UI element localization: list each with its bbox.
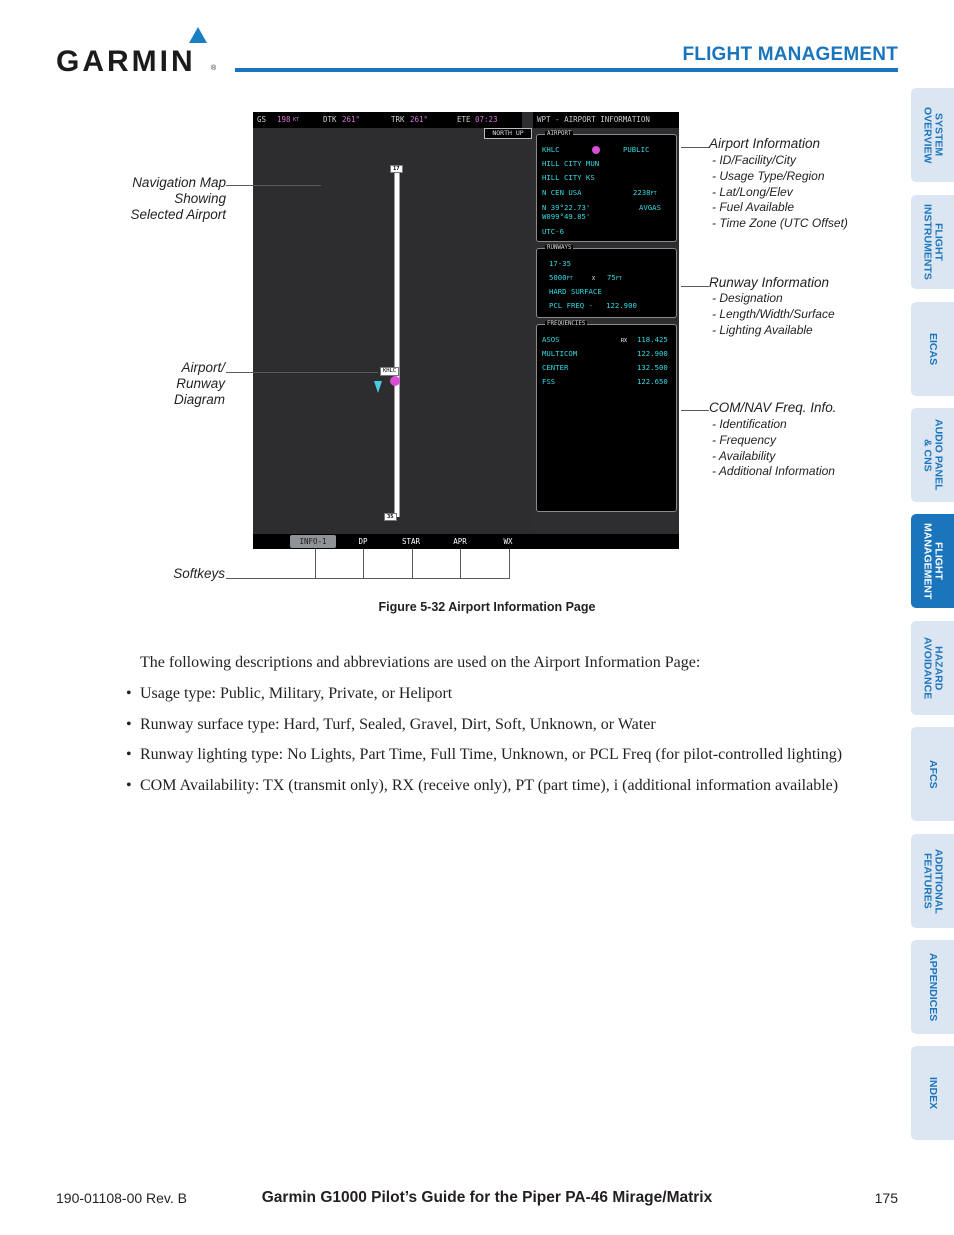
softkey-info-1[interactable]: INFO-1 [290, 535, 336, 548]
navigation-map[interactable] [253, 128, 533, 534]
freq-value: 118.425 [637, 335, 668, 344]
region: N CEN USA [542, 188, 582, 197]
callout-line-runway-info [681, 286, 709, 287]
freq-name: CENTER [542, 363, 569, 372]
callout-item: - Length/Width/Surface [712, 306, 835, 321]
softkey-star[interactable]: STAR [401, 537, 421, 546]
softkey-leader [315, 549, 316, 578]
mfd-screen [253, 112, 679, 549]
softkey-wx[interactable]: WX [503, 537, 513, 546]
runways-box[interactable] [536, 245, 677, 318]
tab-eicas[interactable] [911, 302, 954, 396]
freq-value: 132.500 [637, 363, 668, 372]
frequencies-box[interactable] [536, 321, 677, 512]
trk-label: TRK [391, 115, 405, 124]
city-name: HILL CITY KS [542, 173, 595, 182]
section-title: FLIGHT MANAGEMENT [682, 44, 898, 65]
header-rule [235, 68, 898, 72]
callout-item: - Identification [712, 417, 787, 431]
tab-additional-features[interactable] [911, 834, 954, 928]
map-orientation: NORTH UP [484, 128, 532, 139]
runway-diagram [394, 172, 400, 517]
facility-name: HILL CITY MUN [542, 159, 600, 168]
runway-x: X [592, 276, 596, 282]
callout-item: - Usage Type/Region [712, 168, 825, 183]
ete-label: ETE [457, 115, 471, 124]
figure-caption: Figure 5-32 Airport Information Page [378, 600, 596, 614]
bullet-item: • Runway surface type: Hard, Turf, Sealed, Gravel, Dirt, Soft, Unknown, or Water [126, 714, 870, 736]
airport-box-title: AIRPORT [547, 131, 572, 137]
trk-value: 261° [410, 115, 429, 124]
tab-flight-management[interactable] [911, 514, 954, 608]
longitude: W099°49.85' [542, 212, 591, 221]
gs-label: GS [257, 115, 267, 124]
runway-width: 75 [607, 273, 616, 282]
garmin-logo [56, 27, 221, 78]
callout-nav-map: Navigation Map Showing Selected Airport [130, 175, 226, 222]
fuel-available: AVGAS [639, 203, 661, 212]
tab-hazard-avoidance[interactable] [911, 621, 954, 715]
runway-designation: 17-35 [549, 259, 571, 268]
runway-label-17: 17 [390, 165, 403, 173]
softkey-apr[interactable]: APR [453, 537, 467, 546]
airport-symbol-icon [592, 145, 600, 154]
softkey-dp[interactable]: DP [358, 537, 368, 546]
callout-item: - Time Zone (UTC Offset) [712, 216, 848, 231]
tab-flight-instruments[interactable] [911, 195, 954, 289]
callout-item: - Fuel Available [712, 200, 795, 215]
softkey-leader [460, 549, 461, 578]
bullet-list [126, 683, 870, 805]
doc-title: Garmin G1000 Pilot’s Guide for the Piper PA-46 Mirage/Matrix [261, 1189, 713, 1206]
frequencies-box-title: FREQUENCIES [547, 321, 586, 327]
callout-item: - Lighting Available [712, 322, 813, 337]
callout-item: - Availability [712, 448, 776, 463]
softkey-leader [509, 549, 510, 578]
tab-audio-panel-cns[interactable] [911, 408, 954, 502]
softkey-leader [412, 549, 413, 578]
registered-mark: ® [211, 65, 217, 72]
callout-airport-runway: Airport/ Runway Diagram [173, 360, 225, 407]
callout-line-comnav-info [681, 410, 709, 411]
garmin-delta-icon [189, 27, 207, 43]
softkey-leader [363, 549, 364, 578]
time-zone: UTC-6 [542, 227, 564, 236]
softkey-bar [253, 534, 679, 549]
freq-value: 122.900 [637, 349, 668, 358]
freq-name: ASOS [542, 335, 560, 344]
callout-runway-info-items [712, 291, 835, 338]
freq-name: FSS [542, 377, 556, 386]
bullet-item: • Runway lighting type: No Lights, Part Time, Full Time, Unknown, or PCL Freq (for pilot-controlled lighting) [126, 744, 870, 766]
gs-unit: KT [293, 117, 300, 123]
tab-appendices[interactable] [911, 940, 954, 1034]
garmin-logo-text: GARMIN [56, 45, 196, 78]
usage-type: PUBLIC [623, 145, 650, 154]
elevation-unit: FT [650, 191, 657, 197]
ete-value: 07:23 [475, 115, 498, 124]
callout-runway-info-title: Runway Information [709, 275, 830, 290]
latitude: N 39°22.73' [542, 203, 591, 212]
page-number: 175 [874, 1190, 898, 1206]
dtk-value: 261° [342, 115, 361, 124]
page-title: WPT - AIRPORT INFORMATION [533, 112, 679, 128]
freq-name: MULTICOM [542, 349, 578, 358]
callout-line-nav-map [226, 185, 321, 186]
dtk-label: DTK [323, 115, 337, 124]
tab-label: AUDIO PANEL & CNS [921, 419, 945, 491]
runway-length: 5000 [549, 273, 567, 282]
bullet-item: • Usage type: Public, Military, Private, or Heliport [126, 683, 870, 705]
airport-id: KHLC [542, 145, 560, 154]
tab-label: FLIGHT MANAGEMENT [921, 522, 945, 600]
doc-number: 190-01108-00 Rev. B [56, 1190, 188, 1206]
freq-flag: RX [621, 338, 628, 344]
tab-label: AFCS [927, 759, 939, 789]
tab-label: FLIGHT INSTRUMENTS [921, 204, 945, 280]
tab-label: SYSTEM OVERVIEW [921, 106, 945, 164]
airport-map-label: KHLC [380, 367, 399, 376]
callout-item: - Additional Information [712, 464, 835, 479]
tab-afcs[interactable] [911, 727, 954, 821]
runway-length-unit: FT [566, 276, 573, 282]
runway-label-35: 35 [384, 513, 397, 521]
aircraft-icon [374, 381, 382, 393]
callout-comnav-info-items [712, 417, 835, 480]
airport-info-panel [533, 112, 679, 534]
runway-lighting: PCL FREQ - 122.900 [549, 301, 637, 310]
tab-index[interactable] [911, 1046, 954, 1140]
callout-comnav-info-title: COM/NAV Freq. Info. [709, 400, 837, 415]
callout-item: - Lat/Long/Elev [712, 184, 793, 199]
data-bar [253, 112, 522, 128]
callout-item: - Frequency [712, 432, 777, 447]
runway-width-unit: FT [615, 276, 622, 282]
intro-paragraph: The following descriptions and abbreviations are used on the Airport Information Page: [140, 654, 701, 671]
softkey-12[interactable] [629, 535, 675, 548]
airport-box[interactable] [536, 131, 677, 242]
tab-system-overview[interactable] [911, 88, 954, 182]
callout-item: - ID/Facility/City [712, 153, 796, 167]
callout-airport-info-items [712, 153, 848, 232]
gs-value: 198 [277, 115, 291, 124]
softkey-7[interactable] [534, 535, 580, 548]
runways-box-title: RUNWAYS [547, 245, 572, 251]
callout-softkeys: Softkeys [173, 566, 225, 581]
runway-surface: HARD SURFACE [549, 287, 602, 296]
tab-label: EICAS [927, 332, 939, 366]
callout-line-airport-runway [226, 372, 378, 373]
elevation: 2238 [633, 188, 651, 197]
tab-label: ADDITIONAL FEATURES [921, 848, 945, 914]
callout-line-softkeys [226, 578, 510, 579]
tab-label: APPENDICES [927, 952, 939, 1022]
callout-line-airport-info [681, 147, 709, 148]
tab-label: HAZARD AVOIDANCE [921, 636, 945, 700]
airport-symbol-icon [390, 376, 400, 386]
bullet-item: • COM Availability: TX (transmit only), RX (receive only), PT (part time), i (additional information available) [126, 775, 870, 797]
tab-label: INDEX [927, 1076, 939, 1110]
freq-value: 122.650 [637, 377, 668, 386]
callout-item: - Designation [712, 291, 783, 305]
callout-airport-info-title: Airport Information [709, 136, 821, 151]
